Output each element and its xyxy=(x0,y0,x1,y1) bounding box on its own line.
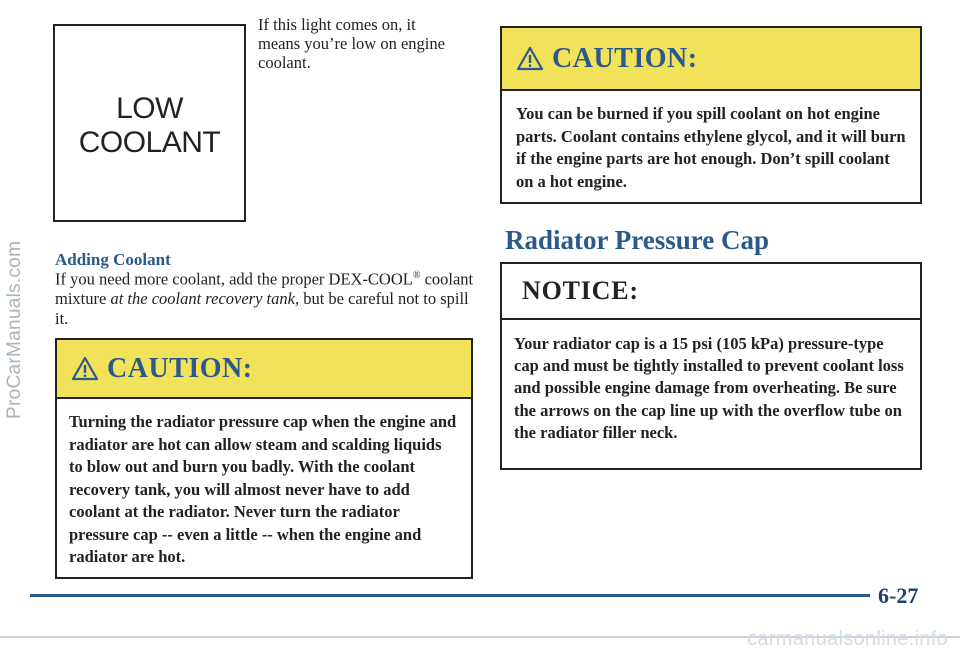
para-text-after: but be careful not to spill it. xyxy=(55,289,469,328)
para-text-before: If you need more coolant, add the proper DEX-COOL xyxy=(55,269,413,289)
notice-title: NOTICE: xyxy=(502,264,920,320)
adding-coolant-heading: Adding Coolant xyxy=(55,250,171,269)
warning-triangle-icon xyxy=(71,356,99,381)
warning-triangle-icon xyxy=(516,46,544,71)
caution-body: Turning the radiator pressure cap when the engine and radiator are hot can allow steam and scalding liquids to blow out and burn you badly. With the coolant recovery tank, you will almost never have to add coolant at the radiator. Never turn the radiator pressure cap -- even a little -- when the engine and radiator are hot. xyxy=(69,412,457,566)
footer-rule xyxy=(30,594,870,597)
side-watermark: ProCarManuals.com xyxy=(4,240,25,420)
para-text-middle: coolant mixture xyxy=(55,269,474,308)
indicator-line-1: LOW xyxy=(116,92,183,125)
caution-box-radiator-cap xyxy=(55,338,473,579)
indicator-line-2: COOLANT xyxy=(78,126,221,159)
low-coolant-indicator xyxy=(53,24,246,222)
radiator-pressure-cap-heading: Radiator Pressure Cap xyxy=(505,225,770,255)
caution-header xyxy=(502,28,920,91)
registered-mark: ® xyxy=(412,270,421,281)
page-number: 6-27 xyxy=(878,583,919,608)
intro-text: If this light comes on, it means you’re low on engine coolant. xyxy=(258,15,445,72)
caution-box-spill xyxy=(500,26,922,204)
caution-title: CAUTION: xyxy=(107,352,253,384)
caution-body: You can be burned if you spill coolant on hot engine parts. Coolant contains ethylene glycol, and it will burn if the engine parts are hot enough. Don’t spill coolant on a hot engine. xyxy=(516,104,906,191)
para-text-italic: at the coolant recovery tank, xyxy=(110,289,300,308)
caution-header xyxy=(57,340,471,399)
caution-title: CAUTION: xyxy=(552,42,698,74)
notice-body: Your radiator cap is a 15 psi (105 kPa) pressure-type cap and must be tightly installed to prevent coolant loss and possible engine damage from overheating. Be sure the arrows on the cap line up with the overflow tube on the radiator filler neck. xyxy=(514,334,904,442)
bottom-watermark: carmanualsonline.info xyxy=(747,628,948,650)
notice-box xyxy=(500,262,922,470)
adding-coolant-paragraph xyxy=(55,266,475,328)
